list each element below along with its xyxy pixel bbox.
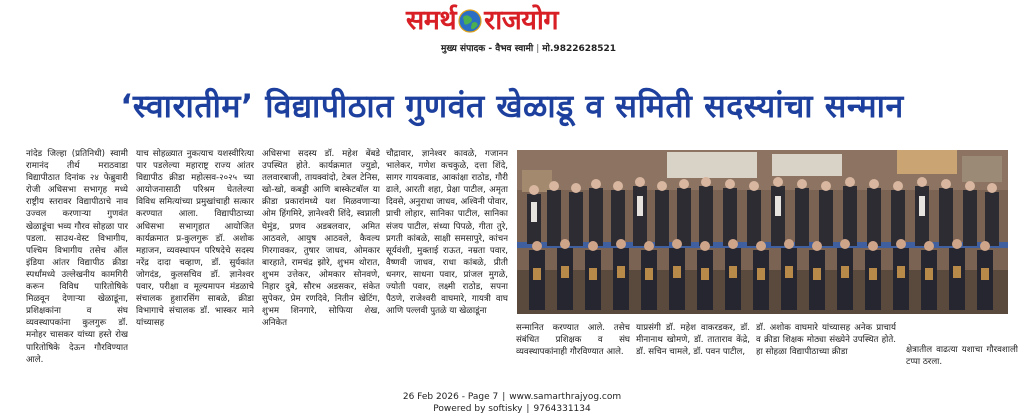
editor-mobile: मो.9822628521 xyxy=(542,44,617,54)
article-bottom-column-2-text: याप्रसंगी डॉ. महेश वाकरडकर, डॉ. मीनानाथ खोमणे, डॉ. ताताराव केंद्रे, डॉ. सचिन चामले, डॉ. पवन पाटील, xyxy=(636,323,750,358)
footer-date-line: 26 Feb 2026 - Page 7 | www.samarthrajyog.com xyxy=(402,392,622,402)
article-bottom-column-2 xyxy=(636,322,750,372)
article-bottom-column-4 xyxy=(906,344,1018,372)
brand-name-part2: राजयोग xyxy=(484,5,559,36)
article-column-3 xyxy=(262,148,380,372)
article-bottom-column-3 xyxy=(756,322,896,372)
article-headline xyxy=(52,82,972,128)
editor-label: मुख्य संपादक - वैभव स्वामी xyxy=(441,44,534,54)
footer-powered-line: Powered by softisky | 9764331134 xyxy=(433,404,591,414)
article-column-1-text: नांदेड जिल्हा (प्रतिनिधी) स्वामी रामानंद तीर्थ मराठवाडा विद्यापीठात दिनांक २४ फेब्रुवारी रोजी अधिसभा सभागृह मध्ये राष्ट्रीय स्तरावर विद्यापीठाचे नाव उज्वल करणाऱ्या गुणवंत खेळाडूंचा भव्य गौरव सोहळा पार पडला. साउथ-वेस्ट विभागीय, पश्चिम विभागीय तसेच ऑल इंडिया आंतर विद्यापीठ क्रीडा स्पर्धांमध्ये उल्लेखनीय कामगिरी करून विविध पारितोषिके मिळवून देणाऱ्या खेळाडूंना, प्रशिक्षकांना व संघ व्यवस्थापकांना कुलगुरू डॉ. मनोहर चासकर यांच्या हस्ते रोख पारितोषिके देऊन गौरविण्यात आले. xyxy=(26,149,128,365)
editor-line: मुख्य संपादक - वैभव स्वामी | मो.9822628521 xyxy=(441,44,617,54)
headline-text: ‘स्वारातीम’ विद्यापीठात गुणवंत खेळाडू व समिती सदस्यांचा सन्मान xyxy=(120,86,904,125)
newspaper-logo xyxy=(406,3,558,39)
footer-powered-by: Powered by softisky xyxy=(433,404,523,414)
article-column-1 xyxy=(26,148,128,370)
article-bottom-column-1 xyxy=(516,322,630,372)
article-column-2 xyxy=(136,148,254,372)
article-bottom-column-3-text: डॉ. अशोक वाघमारे यांच्यासह अनेक प्राचार्य व क्रीडा शिक्षक मोठ्या संख्येने उपस्थित होते. हा सोहळा विद्यापीठाच्या क्रीडा xyxy=(756,323,896,358)
article-column-2-text: याच सोहळ्यात नुकत्याच यशस्वीरित्या पार पडलेल्या महाराष्ट्र राज्य आंतर विद्यापीठ क्रीडा महोत्सव-२०२५ च्या आयोजनासाठी परिश्रम घेतलेल्या विविध समित्यांच्या प्रमुखांचाही सत्कार करण्यात आला. विद्यापीठाच्या अधिसभा सभागृहात आयोजित कार्यक्रमात प्र-कुलगुरू डॉ. अशोक महाजन, व्यवस्थापन परिषदेचे सदस्य नरेंद्र दादा चव्हाण, डॉ. सुर्यकांत जोगदंड, कुलसचिव डॉ. ज्ञानेश्वर पवार, परीक्षा व मूल्यमापन मंडळाचे संचालक हुशारसिंग साबळे, क्रीडा विभागाचे संचालक डॉ. भास्कर माने यांच्यासह xyxy=(136,149,254,329)
globe-icon xyxy=(458,9,482,33)
masthead xyxy=(0,0,1024,58)
footer-website[interactable]: www.samarthrajyog.com xyxy=(509,392,622,402)
brand-name-part1: समर्थ xyxy=(406,5,457,36)
article-bottom-column-1-text: सन्मानित करण्यात आले. तसेच संबंधित प्रशिक्षक व संघ व्यवस्थापकांनाही गौरविण्यात आले. xyxy=(516,323,630,358)
article-column-3-text: अधिसभा सदस्य डॉ. महेश बेंबडे उपस्थित होते. कार्यक्रमात ज्युडो, तलवारबाजी, तायक्वांदो, टेबल टेनिस, खो-खो, कबड्डी आणि बास्केटबॉल या क्रीडा प्रकारांमध्ये यश मिळवणाऱ्या ओम हिंगमिरे, ज्ञानेश्वरी शिंदे, स्वप्नाली घेमुंड, प्रणव अडबलवार, अमित आठवले, आयुष आठवले, कैवल्य गिरगावकर, तुषार जाधव, ओमकार बारहाते, रामचंद्र झोरे, शुभम थोरात, शुभम उत्तेकर, ओमकार सोनवणे, निहार दुबे, सौरभ अडसकर, संकेत सुपेकर, प्रेम रणदिवे, नितीन खेटिंग, शुभम शिनगारे, सोफिया शेख, अनिकेत xyxy=(262,149,380,329)
event-photo xyxy=(517,150,1008,314)
footer-phone: 9764331134 xyxy=(533,404,591,414)
footer-date-page: 26 Feb 2026 - Page 7 xyxy=(402,392,499,402)
article-column-4-text: चौद्रावार, ज्ञानेश्वर कावळे, गजानन भालेकर, गणेश कचकुळे, दत्ता शिंदे, सागर गायकवाड, आकांक्षा राठोड, गौरी ढाले, आरती शहा, प्रेक्षा पाटील, अमृता दिवसे, अनुराधा जाधव, अश्विनी पोवार, प्राची लोहार, सानिका पाटील, सानिका संजय पाटील, संध्या पिपळे, गीता तुरे, प्रगती कांबळे, साक्षी समसापुरे, कांचन सूर्यवंशी, मुक्ताई राऊत, नम्रता पवार, वैष्णवी जाधव, राधा कांबळे, प्रीती धनगर, साधना पवार, प्रांजल मुगळे, ज्योती पवार, लक्ष्मी राठोड, सपना पैठणे, राजेश्वरी वाघमारे, गायत्री वाघ आणि पल्लवी पुतळे या खेळाडूंना xyxy=(386,149,508,317)
article-bottom-column-4-text: क्षेत्रातील वाढत्या यशाचा गौरवशाली टप्पा ठरला. xyxy=(906,345,1018,368)
article-column-4 xyxy=(386,148,508,372)
